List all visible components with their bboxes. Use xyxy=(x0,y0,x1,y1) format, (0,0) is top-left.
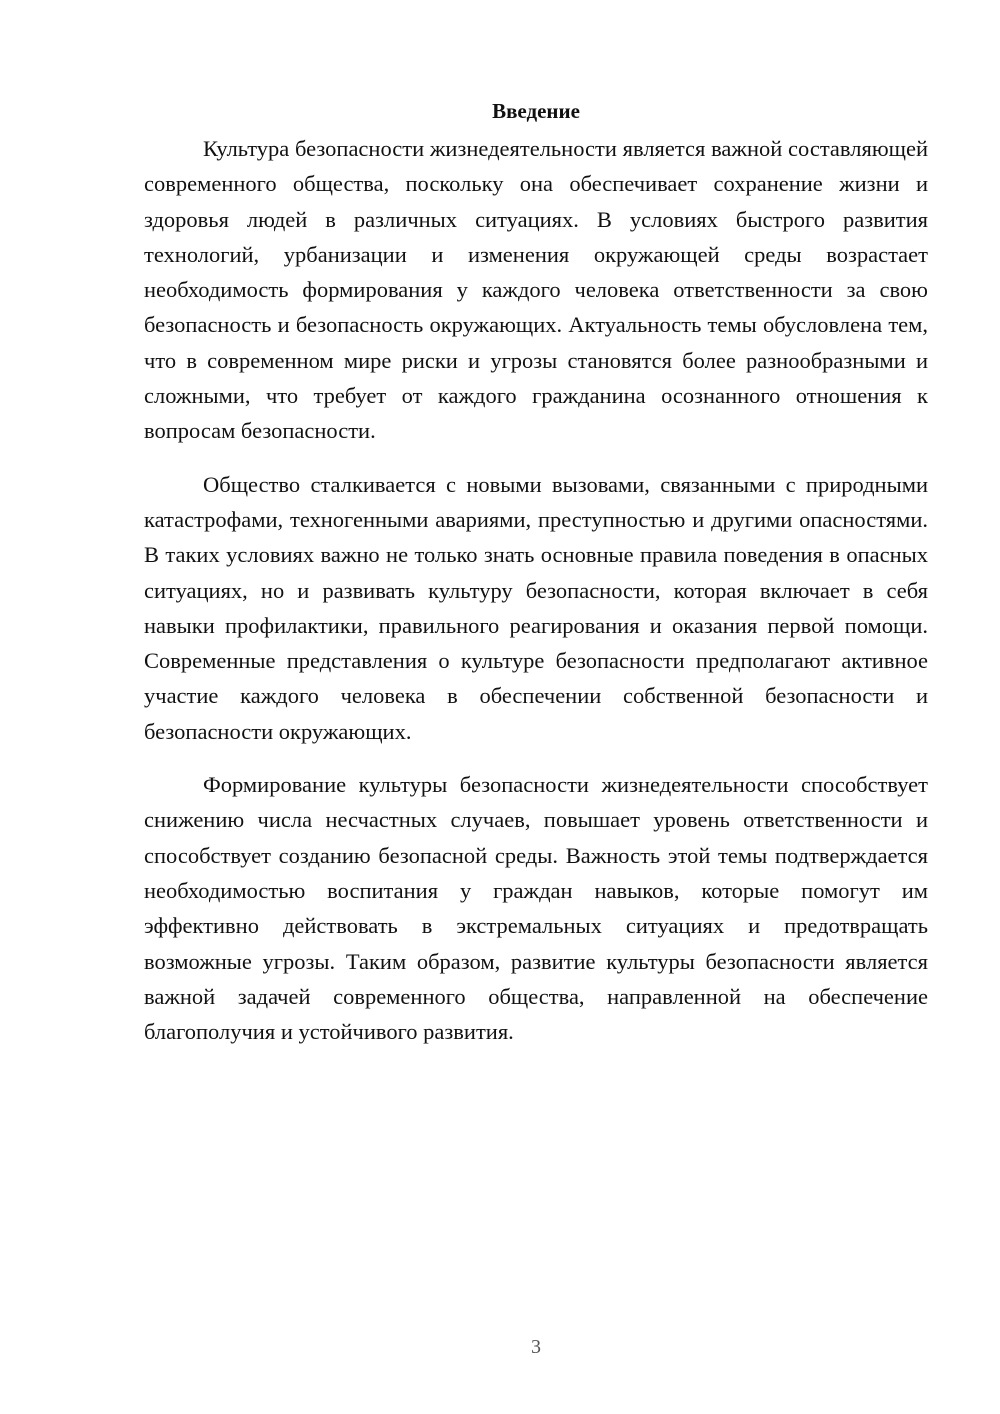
paragraph-3: Формирование культуры безопасности жизнедеятельности способствует снижению числа несчастных случаев, повышает уровень ответственности и способствует созданию безопасной среды. Важность этой темы подтверждается необходимостью воспитания у граждан навыков, которые помогут им эффективно действовать в экстремальных ситуациях и предотвращать возможные угрозы. Таким образом, развитие культуры безопасности является важной задачей современного общества, направленной на обеспечение благополучия и устойчивого развития. xyxy=(144,772,928,1045)
page-number: 3 xyxy=(531,1336,541,1358)
paragraph-1: Культура безопасности жизнедеятельности является важной составляющей современного общества, поскольку она обеспечивает сохранение жизни и здоровья людей в различных ситуациях. В условиях быстрого развития технологий, урбанизации и изменения окружающей среды возрастает необходимость формирования у каждого человека ответственности за свою безопасность и безопасность окружающих. Актуальность темы обусловлена тем, что в современном мире риски и угрозы становятся более разнообразными и сложными, что требует от каждого гражданина осознанного отношения к вопросам безопасности. xyxy=(144,136,928,444)
section-heading: Введение xyxy=(492,99,580,123)
paragraph-2: Общество сталкивается с новыми вызовами, связанными с природными катастрофами, техногенными авариями, преступностью и другими опасностями. В таких условиях важно не только знать основные правила поведения в опасных ситуациях, но и развивать культуру безопасности, которая включает в себя навыки профилактики, правильного реагирования и оказания первой помощи. Современные представления о культуре безопасности предполагают активное участие каждого человека в обеспечении собственной безопасности и безопасности окружающих. xyxy=(144,471,928,744)
page-content xyxy=(144,96,928,1049)
